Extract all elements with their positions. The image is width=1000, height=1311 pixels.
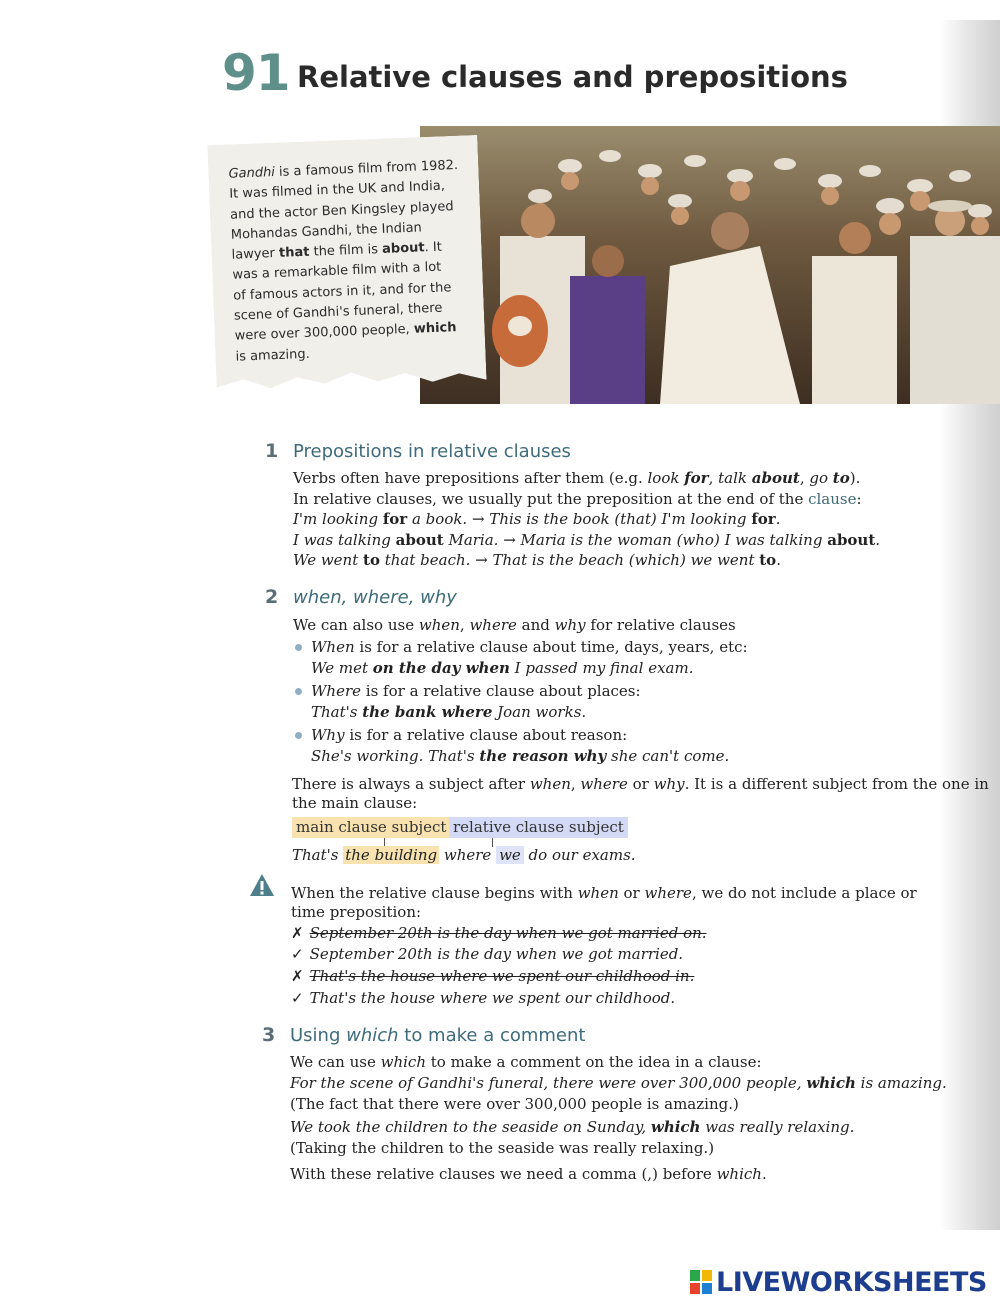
cross-icon: ✗ — [291, 924, 304, 942]
section-2-intro: We can also use when, where and why for relative clauses — [293, 616, 736, 634]
bullet-why-rule: Why is for a relative clause about reason: — [311, 726, 628, 744]
relative-clause-subject-tag: relative clause subject — [449, 817, 628, 838]
warning-icon — [249, 873, 275, 901]
unit-number: 91 — [222, 44, 290, 102]
correct-example: ✓ That's the house where we spent our childhood. — [291, 989, 676, 1007]
warning-text-2: time preposition: — [291, 903, 422, 921]
subject-diagram-sentence: That's the building where we do our exams. — [292, 846, 636, 864]
incorrect-example: ✗ September 20th is the day when we got married on. — [291, 924, 707, 942]
main-clause-subject-tag: main clause subject — [292, 817, 450, 838]
section-3-example-2-note: (Taking the children to the seaside was really relaxing.) — [290, 1139, 715, 1157]
check-icon: ✓ — [291, 989, 304, 1007]
bullet-where-rule: Where is for a relative clause about places: — [311, 682, 641, 700]
bullet-dot — [295, 644, 302, 651]
incorrect-example: ✗ That's the house where we spent our childhood in. — [291, 967, 695, 985]
glossary-link-clause[interactable]: clause — [808, 490, 857, 508]
subject-note-2: the main clause: — [292, 794, 418, 812]
section-3-heading: Using which to make a comment — [290, 1025, 586, 1046]
intro-note-text: Gandhi is a famous film from 1982. It was filmed in the UK and India, and the actor Ben Kingsley played Mohandas Gandhi, the Indian lawyer that the film is about. It was a remarkable film with a lot of famous actors in it, and for the scene of Gandhi's funeral, there were over 300,000 people, which is amazing. — [228, 157, 459, 365]
film-title: Gandhi — [228, 164, 276, 182]
bullet-where-example: That's the bank where Joan works. — [311, 703, 587, 721]
section-1-number: 1 — [265, 440, 279, 462]
bullet-when-rule: When is for a relative clause about time, days, years, etc: — [311, 638, 748, 656]
bullet-when-example: We met on the day when I passed my final exam. — [311, 659, 694, 677]
bullet-dot — [295, 732, 302, 739]
section-1-example-1: I'm looking for a book. → This is the book (that) I'm looking for. — [293, 510, 781, 528]
cross-icon: ✗ — [291, 967, 304, 985]
section-2-heading: when, where, why — [293, 587, 457, 608]
relative-subject-highlight: we — [496, 846, 524, 864]
bullet-why-example: She's working. That's the reason why she can't come. — [311, 747, 730, 765]
correct-example: ✓ September 20th is the day when we got married. — [291, 945, 684, 963]
section-1-heading: Prepositions in relative clauses — [293, 441, 571, 462]
check-icon: ✓ — [291, 945, 304, 963]
warning-text-1: When the relative clause begins with when or where, we do not include a place or — [291, 884, 917, 902]
crowd-photo — [420, 126, 1000, 404]
section-3-example-1: For the scene of Gandhi's funeral, there were over 300,000 people, which is amazing. — [290, 1074, 947, 1092]
section-1-example-3: We went to that beach. → That is the beach (which) we went to. — [293, 551, 781, 569]
section-3-example-1-note: (The fact that there were over 300,000 people is amazing.) — [290, 1095, 739, 1113]
section-1-body-2: In relative clauses, we usually put the preposition at the end of the clause: — [293, 490, 862, 508]
section-1-body-1: Verbs often have prepositions after them (e.g. look for, talk about, go to). — [293, 469, 861, 487]
liveworksheets-logo[interactable]: LIVEWORKSHEETS — [690, 1267, 987, 1301]
section-3-closing: With these relative clauses we need a comma (,) before which. — [290, 1165, 767, 1183]
subject-note-1: There is always a subject after when, where or why. It is a different subject from the one in — [292, 775, 989, 793]
section-3-number: 3 — [262, 1024, 276, 1046]
section-1-example-2: I was talking about Maria. → Maria is the woman (who) I was talking about. — [293, 531, 881, 549]
section-2-number: 2 — [265, 586, 279, 608]
page-title: Relative clauses and prepositions — [297, 60, 848, 94]
section-3-body: We can use which to make a comment on the idea in a clause: — [290, 1053, 762, 1071]
section-3-example-2: We took the children to the seaside on Sunday, which was really relaxing. — [290, 1118, 855, 1136]
main-subject-highlight: the building — [345, 846, 438, 864]
logo-badge-icon — [690, 1270, 712, 1301]
bullet-dot — [295, 688, 302, 695]
